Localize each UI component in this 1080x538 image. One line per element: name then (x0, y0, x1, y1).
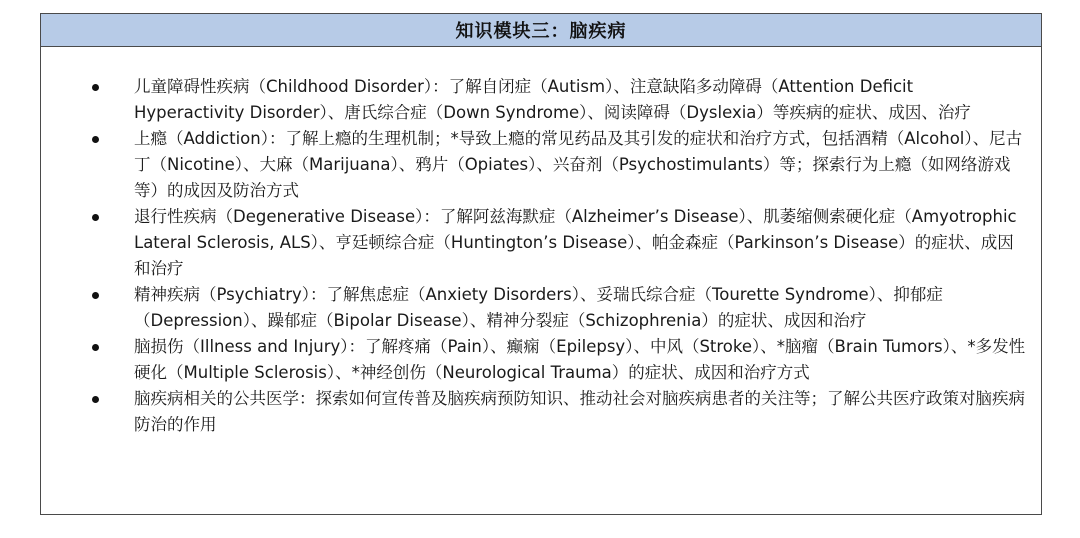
topic-text-addiction: 上瘾（Addiction）：了解上瘾的生理机制；*导致上瘾的常见药品及其引发的症状和治疗方式，包括酒精（Alcohol）、尼古丁（Nicotine）、大麻（Marijuana）、鸦片（Opiates）、兴奋剂（Psychostimulants）等；探索行为上瘾（如网络游戏等）的成因及防治方式 (134, 129, 1023, 200)
list-item (41, 386, 1041, 438)
topic-text-illness-injury: 脑损伤（Illness and Injury）：了解疼痛（Pain）、癫痫（Epilepsy）、中风（Stroke）、*脑瘤（Brain Tumors）、*多发性硬化（Multiple Sclerosis）、*神经创伤（Neurological Trauma）的症状、成因和治疗方式 (134, 337, 1026, 382)
topic-text-degenerative-disease: 退行性疾病（Degenerative Disease）：了解阿兹海默症（Alzheimer’s Disease）、肌萎缩侧索硬化症（Amyotrophic Lateral Sclerosis, ALS）、亨廷顿综合症（Huntington’s Disease）、帕金森症（Parkinson’s Disease）的症状、成因和治疗 (134, 207, 1017, 278)
topic-text-psychiatry: 精神疾病（Psychiatry）：了解焦虑症（Anxiety Disorders）、妥瑞氏综合症（Tourette Syndrome）、抑郁症（Depression）、躁郁症（Bipolar Disease）、精神分裂症（Schizophrenia）的症状、成因和治疗 (134, 285, 943, 330)
list-item (41, 282, 1041, 334)
bullet-icon (92, 344, 99, 351)
bullet-icon (92, 214, 99, 221)
list-item (41, 204, 1041, 282)
topic-list (41, 74, 1041, 438)
topic-text-public-medicine: 脑疾病相关的公共医学：探索如何宣传普及脑疾病预防知识、推动社会对脑疾病患者的关注等；了解公共医疗政策对脑疾病防治的作用 (134, 389, 1025, 434)
list-item (41, 126, 1041, 204)
bullet-icon (92, 396, 99, 403)
list-item (41, 334, 1041, 386)
module-box (40, 13, 1042, 515)
module-title: 知识模块三：脑疾病 (41, 14, 1041, 47)
bullet-icon (92, 292, 99, 299)
bullet-icon (92, 136, 99, 143)
bullet-icon (92, 84, 99, 91)
topic-text-childhood-disorder: 儿童障碍性疾病（Childhood Disorder）：了解自闭症（Autism）、注意缺陷多动障碍（Attention Deficit Hyperactivity Disorder）、唐氏综合症（Down Syndrome）、阅读障碍（Dyslexia）等疾病的症状、成因、治疗 (134, 77, 971, 122)
list-item (41, 74, 1041, 126)
